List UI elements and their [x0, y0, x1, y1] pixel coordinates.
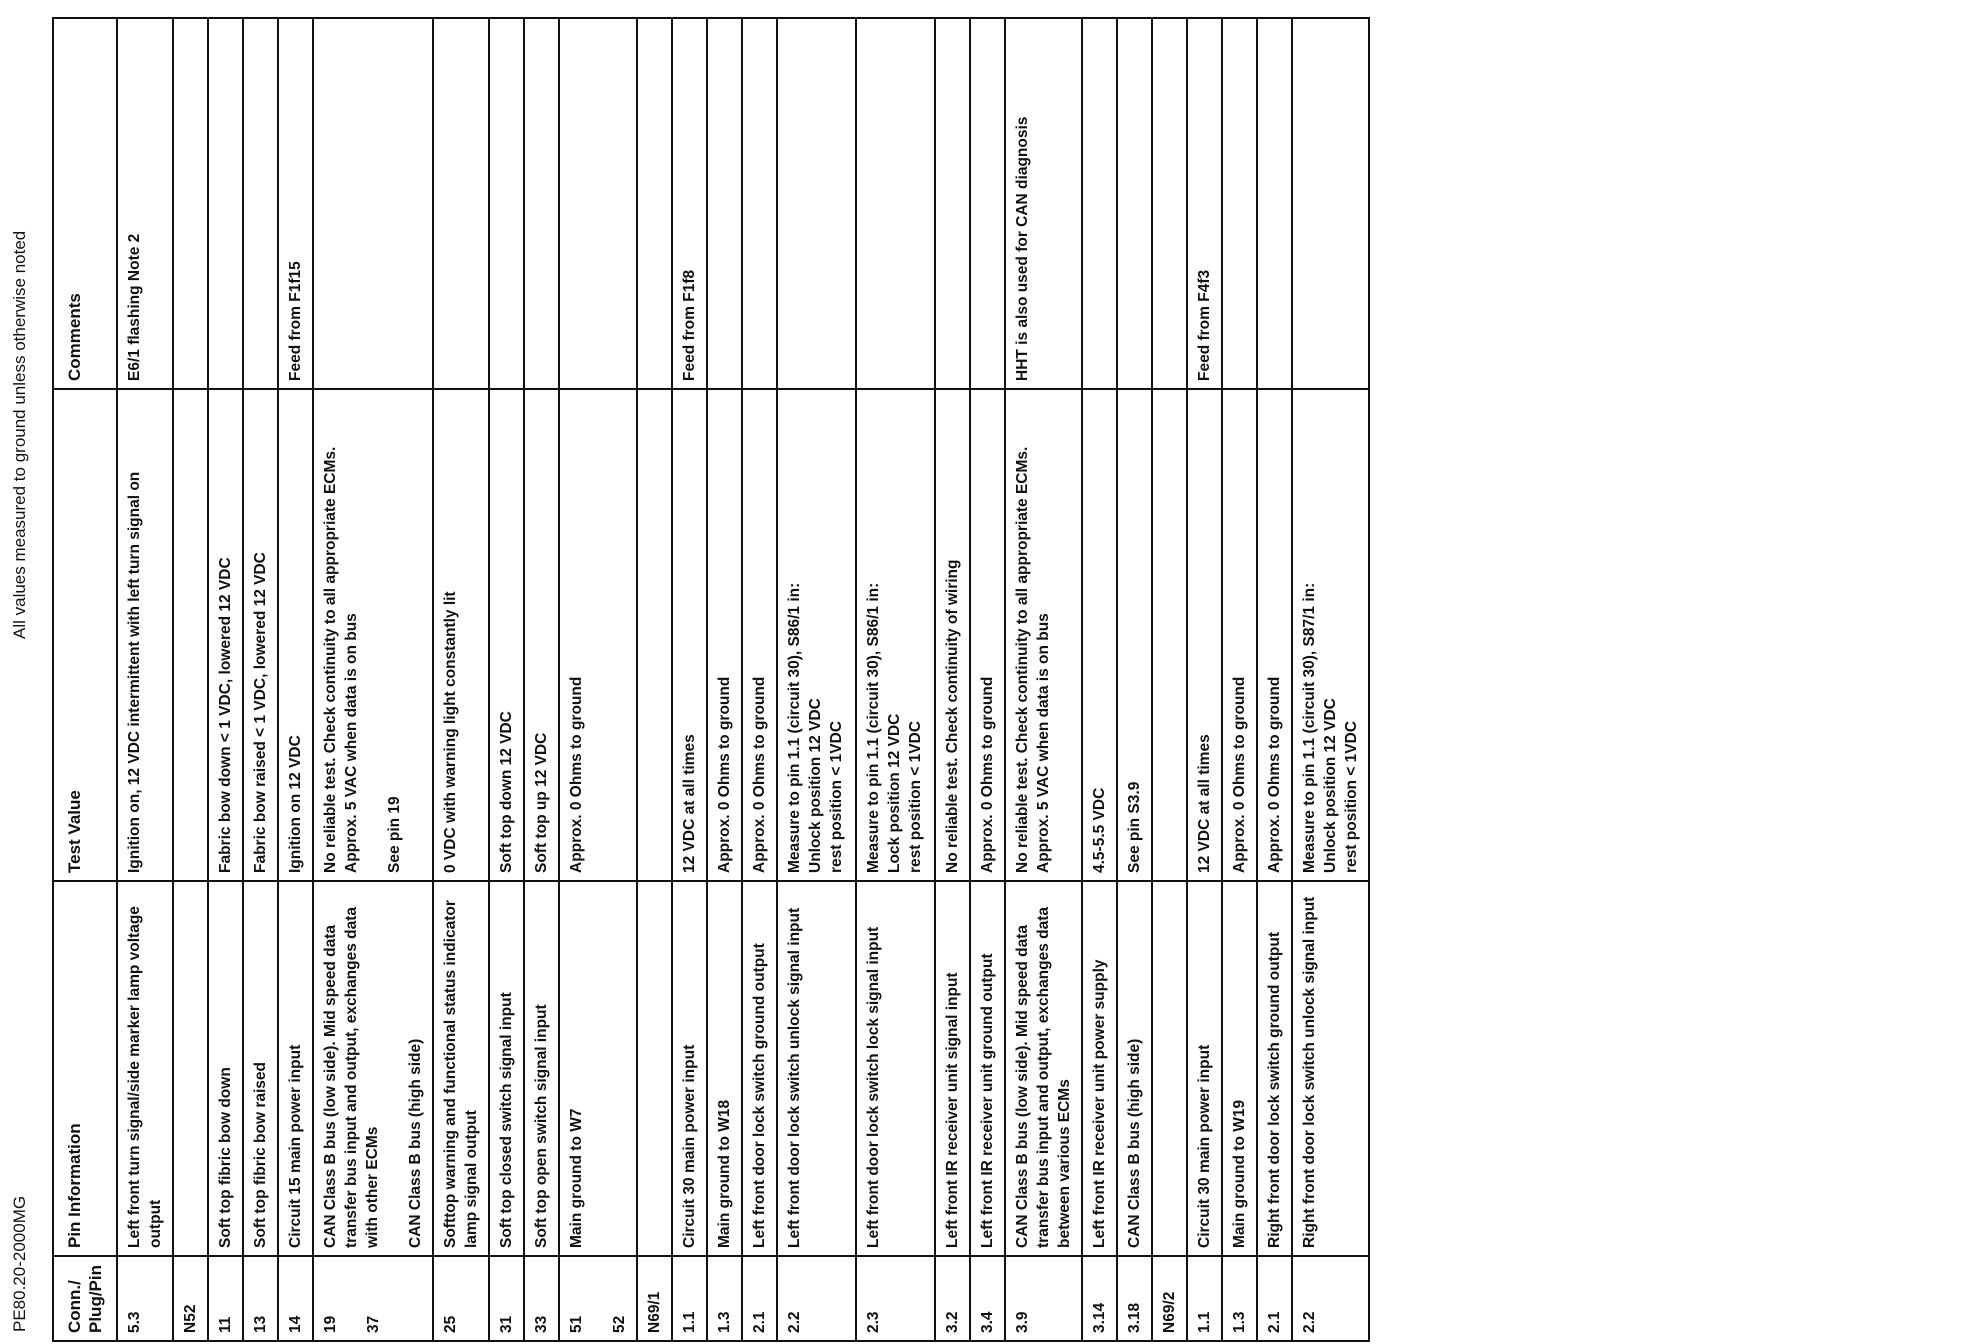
cell-pin [1117, 1256, 1152, 1341]
cell-gap [341, 1264, 363, 1333]
test-text: Fabric bow down < 1 VDC, lowered 12 VDC [217, 557, 234, 873]
cell-pin [672, 1256, 707, 1341]
cell-test [742, 389, 777, 881]
info-text: Main ground to W7 [568, 1108, 585, 1248]
cell-comments [208, 18, 243, 389]
cell-info [707, 881, 742, 1256]
table-row [313, 18, 433, 1341]
table-row [1257, 18, 1292, 1341]
cell-comments [117, 18, 173, 389]
cell-comments [970, 18, 1005, 389]
cell-info [777, 881, 856, 1256]
info-text: Left front door lock switch unlock signal input [786, 907, 803, 1248]
info-text: Left front IR receiver unit signal input [944, 972, 961, 1248]
cell-info [313, 881, 433, 1256]
comments-text: Feed from F1f8 [681, 269, 698, 381]
comments-text: HHT is also used for CAN diagnosis [1014, 116, 1031, 381]
cell-pin [1292, 1256, 1369, 1341]
cell-test [1222, 389, 1257, 881]
pin-text: 51 [568, 1315, 585, 1333]
pin-text: 25 [442, 1315, 459, 1333]
measurement-note: All values measured to ground unless otherwise noted [10, 230, 29, 639]
table-row [777, 18, 856, 1341]
cell-comments [489, 18, 524, 389]
cell-comments [1257, 18, 1292, 389]
cell-test [1082, 389, 1117, 881]
pin-text: N52 [182, 1304, 199, 1333]
header-row [53, 18, 117, 1341]
cell-test [433, 389, 489, 881]
test-text: No reliable test. Check continuity to all appropriate ECMs. Approx. 5 VAC when data is on bus [322, 446, 360, 873]
cell-test [935, 389, 970, 881]
cell-comments [1292, 18, 1369, 389]
test-text: Approx. 0 Ohms to ground [979, 676, 996, 873]
cell-info [117, 881, 173, 1256]
cell-test [1152, 389, 1187, 881]
section-row [173, 18, 208, 1341]
cell-info [489, 881, 524, 1256]
cell-test [243, 389, 278, 881]
pin-text: 3.14 [1091, 1302, 1108, 1333]
test-text: Measure to pin 1.1 (circuit 30), S86/1 in: Lock position 12 VDC rest position < 1VDC [865, 582, 924, 873]
cell-pin [856, 1256, 935, 1341]
cell-comments [433, 18, 489, 389]
cell-pin [742, 1256, 777, 1341]
test-text: 4.5-5.5 VDC [1091, 787, 1108, 873]
test-text: Approx. 0 Ohms to ground [1231, 676, 1248, 873]
info-text-secondary: CAN Class B bus (high side) [407, 1038, 424, 1248]
cell-info [278, 881, 313, 1256]
test-text: 12 VDC at all times [1196, 734, 1213, 873]
table-row [489, 18, 524, 1341]
info-text: Circuit 15 main power input [287, 1044, 304, 1248]
cell-test [637, 389, 672, 881]
cell-test [208, 389, 243, 881]
test-text: 0 VDC with warning light constantly lit [442, 591, 459, 873]
test-text: No reliable test. Check continuity of wiring [944, 559, 961, 873]
cell-test [313, 389, 433, 881]
info-text: CAN Class B bus (low side). Mid speed data transfer bus input and output, exchanges data with other ECMs [322, 906, 381, 1248]
table-row [1222, 18, 1257, 1341]
cell-test [1117, 389, 1152, 881]
cell-info [433, 881, 489, 1256]
info-text: Right front door lock switch unlock signal input [1301, 896, 1318, 1248]
cell-test [856, 389, 935, 881]
cell-test [1187, 389, 1222, 881]
cell-comments [173, 18, 208, 389]
pin-text: 3.9 [1014, 1311, 1031, 1333]
cell-comments [1117, 18, 1152, 389]
test-text: Approx. 0 Ohms to ground [716, 676, 733, 873]
table-row [1117, 18, 1152, 1341]
pin-text: 14 [287, 1315, 304, 1333]
test-text: Measure to pin 1.1 (circuit 30), S86/1 in: Unlock position 12 VDC rest position < 1VDC [786, 582, 845, 873]
table-row [856, 18, 935, 1341]
pin-text-secondary: 52 [611, 1315, 628, 1333]
table-row [707, 18, 742, 1341]
cell-test [278, 389, 313, 881]
test-text: Approx. 0 Ohms to ground [1266, 676, 1283, 873]
test-text: Fabric bow raised < 1 VDC, lowered 12 VDC [252, 552, 269, 873]
info-text: Left front IR receiver unit power supply [1091, 959, 1108, 1248]
cell-comments [935, 18, 970, 389]
cell-comments [742, 18, 777, 389]
cell-test [777, 389, 856, 881]
table-row [524, 18, 559, 1341]
pin-table [52, 17, 1370, 1342]
section-row [1152, 18, 1187, 1341]
info-text: Soft top fibric bow down [217, 1067, 234, 1248]
cell-info [1257, 881, 1292, 1256]
cell-gap [383, 889, 405, 1248]
pin-text: 1.3 [716, 1311, 733, 1333]
cell-pin [559, 1256, 637, 1341]
cell-pin [173, 1256, 208, 1341]
cell-comments [777, 18, 856, 389]
cell-test [489, 389, 524, 881]
cell-comments [637, 18, 672, 389]
pin-text: 13 [252, 1315, 269, 1333]
test-text: No reliable test. Check continuity to all appropriate ECMs. Approx. 5 VAC when data is on bus [1014, 446, 1052, 873]
table-row [278, 18, 313, 1341]
pin-text: 1.3 [1231, 1311, 1248, 1333]
cell-info [1117, 881, 1152, 1256]
pin-text: 5.3 [126, 1311, 143, 1333]
pin-text: 19 [322, 1315, 339, 1333]
table-row [970, 18, 1005, 1341]
table-row [1292, 18, 1369, 1341]
pin-text: 3.18 [1126, 1302, 1143, 1333]
cell-info [173, 881, 208, 1256]
cell-info [1152, 881, 1187, 1256]
test-text: Soft top down 12 VDC [498, 711, 515, 873]
info-text: Main ground to W19 [1231, 1099, 1248, 1248]
pin-text: 2.1 [751, 1311, 768, 1333]
cell-info [243, 881, 278, 1256]
cell-comments [1152, 18, 1187, 389]
cell-comments [707, 18, 742, 389]
info-text: Left front turn signal/side marker lamp voltage output [126, 906, 164, 1248]
pin-text: 1.1 [1196, 1311, 1213, 1333]
cell-info [559, 881, 637, 1256]
test-text: Soft top up 12 VDC [533, 732, 550, 873]
cell-test [970, 389, 1005, 881]
info-text: Soft top fibric bow raised [252, 1061, 269, 1248]
table-row [672, 18, 707, 1341]
test-text: Approx. 0 Ohms to ground [568, 676, 585, 873]
table-row [1082, 18, 1117, 1341]
table-row [433, 18, 489, 1341]
cell-test [117, 389, 173, 881]
info-text: Soft top closed switch signal input [498, 992, 515, 1248]
pin-text: 1.1 [681, 1311, 698, 1333]
cell-test [1257, 389, 1292, 881]
section-row [637, 18, 672, 1341]
comments-text: E6/1 flashing Note 2 [126, 233, 143, 381]
comments-text: Feed from F1f15 [287, 261, 304, 381]
pin-text: 2.1 [1266, 1311, 1283, 1333]
cell-pin [1257, 1256, 1292, 1341]
header-pin: Conn./ Plug/Pin [53, 1256, 117, 1341]
pin-text: 11 [217, 1316, 234, 1333]
cell-gap [362, 397, 384, 873]
table-row [742, 18, 777, 1341]
cell-pin [433, 1256, 489, 1341]
pin-text: 31 [498, 1315, 515, 1333]
cell-info [1292, 881, 1369, 1256]
cell-info [1187, 881, 1222, 1256]
cell-info [1082, 881, 1117, 1256]
cell-test [707, 389, 742, 881]
info-text: Soft top open switch signal input [533, 1004, 550, 1248]
document-id: PE80.20-2000MG [10, 1195, 29, 1332]
pin-text-secondary: 37 [365, 1315, 382, 1333]
cell-test [524, 389, 559, 881]
cell-pin [707, 1256, 742, 1341]
table-row [208, 18, 243, 1341]
cell-comments [559, 18, 637, 389]
test-text: See pin S3.9 [1126, 781, 1143, 873]
cell-pin [278, 1256, 313, 1341]
table-row [117, 18, 173, 1341]
cell-pin [243, 1256, 278, 1341]
cell-comments [672, 18, 707, 389]
test-text-secondary: See pin 19 [386, 796, 403, 873]
header-comments: Comments [53, 18, 117, 389]
cell-info [637, 881, 672, 1256]
info-text: Left front IR receiver unit ground output [979, 953, 996, 1248]
info-text: Left front door lock switch ground output [751, 943, 768, 1248]
cell-pin [970, 1256, 1005, 1341]
test-text: Approx. 0 Ohms to ground [751, 676, 768, 873]
pin-text: 2.2 [1301, 1311, 1318, 1333]
cell-pin [1222, 1256, 1257, 1341]
table-body [117, 18, 1369, 1341]
info-text: Softtop warning and functional status indicator lamp signal output [442, 900, 480, 1248]
cell-test [672, 389, 707, 881]
cell-pin [1005, 1256, 1082, 1341]
cell-test [173, 389, 208, 881]
cell-comments [1082, 18, 1117, 389]
cell-pin [117, 1256, 173, 1341]
info-text: Left front door lock switch lock signal input [865, 926, 882, 1248]
pin-text: N69/1 [646, 1291, 663, 1333]
cell-gap [587, 1264, 609, 1333]
cell-pin [489, 1256, 524, 1341]
cell-pin [1152, 1256, 1187, 1341]
info-text: CAN Class B bus (high side) [1126, 1038, 1143, 1248]
cell-comments [1222, 18, 1257, 389]
header-info: Pin Information [53, 881, 117, 1256]
cell-info [672, 881, 707, 1256]
pin-text: 33 [533, 1315, 550, 1333]
cell-info [524, 881, 559, 1256]
cell-comments [1005, 18, 1082, 389]
cell-info [1005, 881, 1082, 1256]
cell-pin [1082, 1256, 1117, 1341]
header-test: Test Value [53, 389, 117, 881]
cell-info [208, 881, 243, 1256]
info-text: Right front door lock switch ground output [1266, 932, 1283, 1248]
cell-info [1222, 881, 1257, 1256]
cell-comments [278, 18, 313, 389]
cell-comments [524, 18, 559, 389]
cell-info [935, 881, 970, 1256]
cell-pin [524, 1256, 559, 1341]
comments-text: Feed from F4f3 [1196, 269, 1213, 381]
cell-test [559, 389, 637, 881]
test-text: Measure to pin 1.1 (circuit 30), S87/1 in: Unlock position 12 VDC rest position < 1VDC [1301, 582, 1360, 873]
cell-info [742, 881, 777, 1256]
cell-pin [637, 1256, 672, 1341]
cell-pin [777, 1256, 856, 1341]
info-text: Circuit 30 main power input [1196, 1044, 1213, 1248]
cell-pin [313, 1256, 433, 1341]
pin-text: 3.4 [979, 1311, 996, 1333]
cell-test [1005, 389, 1082, 881]
info-text: CAN Class B bus (low side). Mid speed data transfer bus input and output, exchanges data between various ECMs [1014, 906, 1073, 1248]
pin-text: N69/2 [1161, 1291, 1178, 1333]
cell-info [856, 881, 935, 1256]
cell-comments [1187, 18, 1222, 389]
cell-comments [856, 18, 935, 389]
cell-comments [313, 18, 433, 389]
table-row [935, 18, 970, 1341]
info-text: Circuit 30 main power input [681, 1044, 698, 1248]
cell-test [1292, 389, 1369, 881]
cell-pin [935, 1256, 970, 1341]
table-row [1187, 18, 1222, 1341]
test-text: 12 VDC at all times [681, 734, 698, 873]
pin-text: 3.2 [944, 1311, 961, 1333]
cell-pin [208, 1256, 243, 1341]
test-text: Ignition on, 12 VDC intermittent with left turn signal on [126, 471, 143, 873]
info-text: Main ground to W18 [716, 1099, 733, 1248]
test-text: Ignition on 12 VDC [287, 735, 304, 873]
table-row [243, 18, 278, 1341]
cell-pin [1187, 1256, 1222, 1341]
pin-text: 2.3 [865, 1311, 882, 1333]
pin-text: 2.2 [786, 1311, 803, 1333]
cell-comments [243, 18, 278, 389]
table-row [559, 18, 637, 1341]
cell-info [970, 881, 1005, 1256]
table-row [1005, 18, 1082, 1341]
